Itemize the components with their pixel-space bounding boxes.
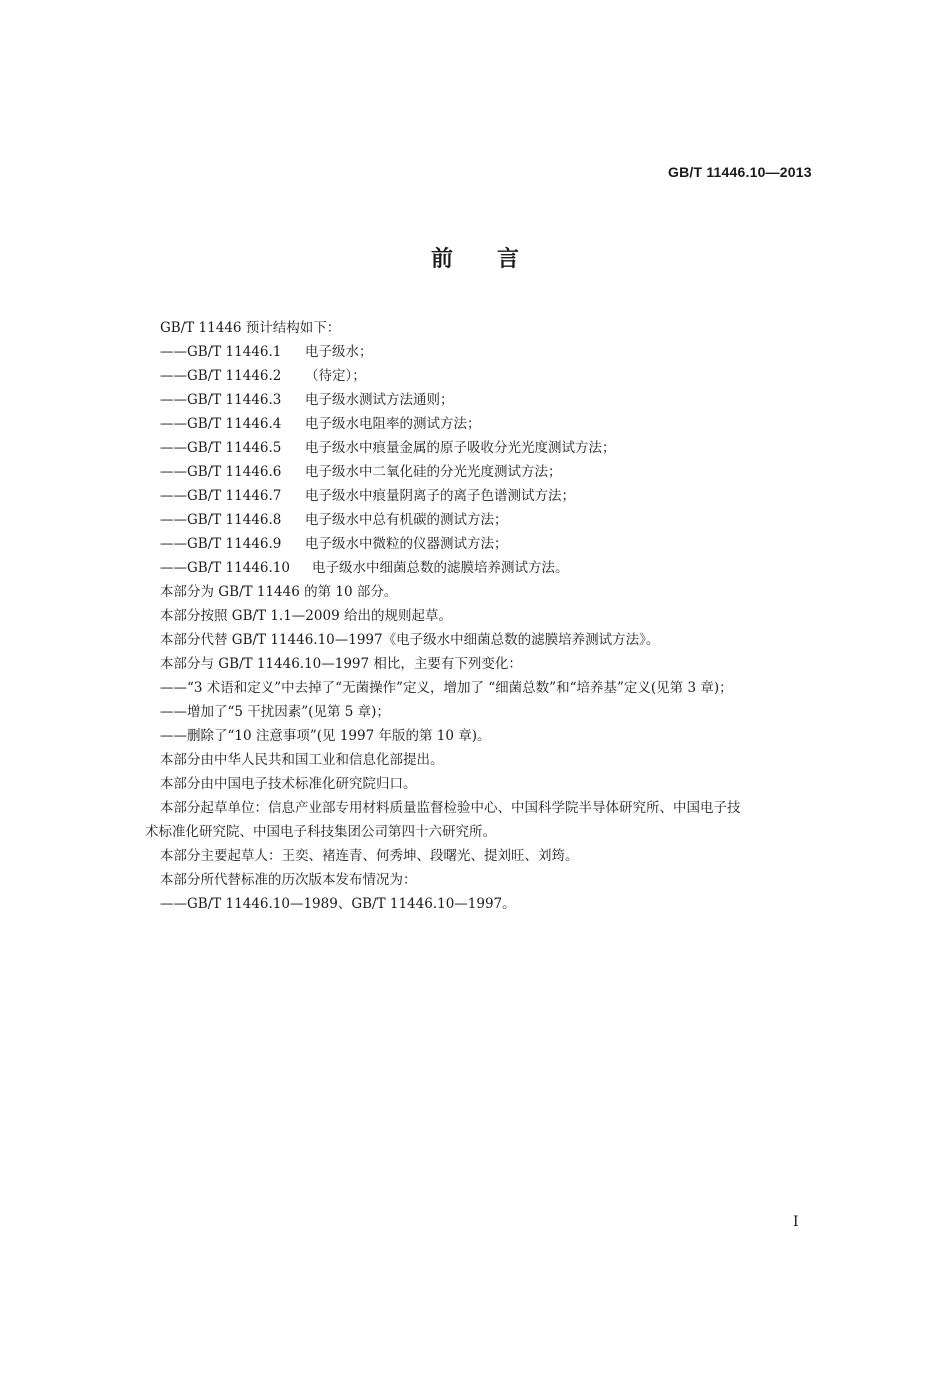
- part-title: 电子级水电阻率的测试方法；: [305, 416, 481, 432]
- paragraph-managed-by: 本部分由中国电子技术标准化研究院归口。: [160, 776, 417, 792]
- part-code: ——GB/T 11446.1: [160, 344, 282, 360]
- part-code: ——GB/T 11446.3: [160, 392, 282, 408]
- part-list-item: [160, 460, 820, 484]
- part-list-item: [160, 412, 820, 436]
- intro-line: GB/T 11446 预计结构如下：: [160, 320, 341, 336]
- part-title: 电子级水；: [305, 344, 373, 360]
- part-list-item: [160, 436, 820, 460]
- part-list-item: [160, 556, 820, 580]
- part-code: ——GB/T 11446.7: [160, 488, 282, 504]
- part-code: ——GB/T 11446.10: [160, 560, 290, 576]
- part-title: 电子级水中二氧化硅的分光光度测试方法；: [305, 464, 562, 480]
- paragraph-main-drafters: 本部分主要起草人：王奕、褚连青、何秀坤、段曙光、提刘旺、刘筠。: [160, 848, 579, 864]
- part-code: ——GB/T 11446.9: [160, 536, 282, 552]
- part-code: ——GB/T 11446.6: [160, 464, 282, 480]
- part-list-item: [160, 532, 820, 556]
- paragraph-history-intro: 本部分所代替标准的历次版本发布情况为：: [160, 872, 417, 888]
- part-code: ——GB/T 11446.8: [160, 512, 282, 528]
- part-title: 电子级水测试方法通则；: [305, 392, 454, 408]
- part-code: ——GB/T 11446.4: [160, 416, 282, 432]
- part-code: ——GB/T 11446.2: [160, 368, 282, 384]
- part-list-item: [160, 340, 820, 364]
- part-list-item: [160, 388, 820, 412]
- paragraph-changes-intro: 本部分与 GB/T 11446.10—1997 相比，主要有下列变化：: [160, 656, 522, 672]
- paragraph-history-versions: ——GB/T 11446.10—1989、GB/T 11446.10—1997。: [160, 896, 516, 912]
- part-code: ——GB/T 11446.5: [160, 440, 282, 456]
- change-item: ——删除了“10 注意事项”(见 1997 年版的第 10 章)。: [160, 728, 491, 744]
- part-title: 电子级水中总有机碳的测试方法；: [305, 512, 508, 528]
- paragraph-drafting-units: 本部分起草单位：信息产业部专用材料质量监督检验中心、中国科学院半导体研究所、中国电子技: [160, 800, 741, 816]
- paragraph-drafting-units-continued: 术标准化研究院、中国电子科技集团公司第四十六研究所。: [145, 824, 496, 840]
- change-item: ——“3 术语和定义”中去掉了“无菌操作”定义，增加了 “细菌总数”和“培养基”定义(见第 3 章)；: [160, 680, 733, 696]
- paragraph-proposed-by: 本部分由中华人民共和国工业和信息化部提出。: [160, 752, 444, 768]
- page-number: I: [793, 1214, 799, 1230]
- part-list-item: [160, 484, 820, 508]
- paragraph-part-number: 本部分为 GB/T 11446 的第 10 部分。: [160, 584, 398, 600]
- part-title: 电子级水中痕量阴离子的离子色谱测试方法；: [305, 488, 575, 504]
- paragraph-drafting-rules: 本部分按照 GB/T 1.1—2009 给出的规则起草。: [160, 608, 452, 624]
- change-item: ——增加了“5 干扰因素”(见第 5 章)；: [160, 704, 390, 720]
- document-body: [145, 316, 820, 916]
- part-title: （待定）；: [305, 368, 366, 384]
- part-list-item: [160, 508, 820, 532]
- part-title: 电子级水中痕量金属的原子吸收分光光度测试方法；: [305, 440, 616, 456]
- page-title: 前言: [430, 247, 563, 272]
- part-title: 电子级水中微粒的仪器测试方法；: [305, 536, 508, 552]
- part-list-item: [160, 364, 820, 388]
- part-title: 电子级水中细菌总数的滤膜培养测试方法。: [312, 560, 569, 576]
- paragraph-replaces: 本部分代替 GB/T 11446.10—1997《电子级水中细菌总数的滤膜培养测试方法》。: [160, 632, 660, 648]
- standard-number: GB/T 11446.10—2013: [668, 164, 812, 180]
